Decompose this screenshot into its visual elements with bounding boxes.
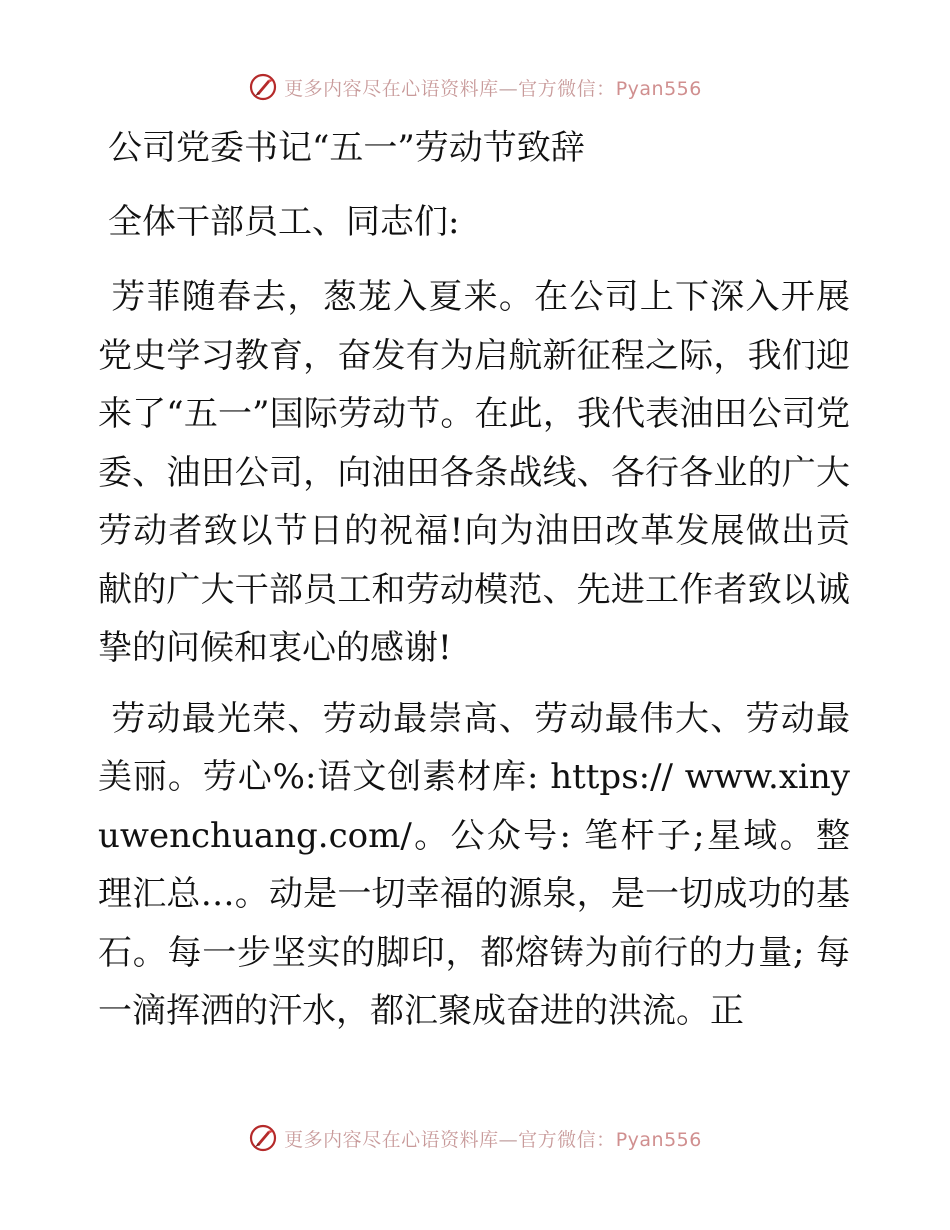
header-watermark [0,72,950,102]
watermark-separator: — [498,1128,519,1151]
watermark-text [284,74,702,101]
paragraph-text: 芳菲随春去，葱茏入夏来。在公司上下深入开展党史学习教育，奋发有为启航新征程之际，我们迎来了“五一”国际劳动节。在此，我代表油田公司党委、油田公司，向油田各条战线、各行各业的广大劳动者致以节日的祝福!向为油田改革发展做出贡献的广大干部员工和劳动模范、先进工作者致以诚挚的问候和衷心的感谢! [98,277,850,668]
paragraph [98,268,850,678]
watermark-separator: — [498,77,519,100]
document-body [98,120,850,1041]
watermark-text [284,1125,702,1152]
paragraph-text: 劳动最光荣、劳动最崇高、劳动最伟大、劳动最美丽。劳心%:语文创素材库: https:// www.xinyuwenchuang.com/。公众号: 笔杆子;星域。整理汇总…。动是一切幸福的源泉，是一切成功的基石。每一步坚实的脚印，都熔铸为前行的力量; 每一滴挥洒的汗水，都汇聚成奋进的洪流。正 [98,698,850,1031]
watermark-main-text: 更多内容尽在心语资料库 [284,77,499,100]
watermark-main-text: 更多内容尽在心语资料库 [284,1128,499,1151]
watermark-wechat-id: Pyan556 [615,77,702,100]
footer-watermark [0,1123,950,1153]
document-title: 公司党委书记“五一”劳动节致辞 [108,128,585,168]
watermark-wechat-id: Pyan556 [615,1128,702,1151]
quill-pen-logo-icon [248,1123,278,1153]
paragraph [98,690,850,1041]
quill-pen-logo-icon [248,72,278,102]
document-greeting: 全体干部员工、同志们: [108,202,460,242]
watermark-official-text: 官方微信： [518,77,616,100]
watermark-official-text: 官方微信： [518,1128,616,1151]
